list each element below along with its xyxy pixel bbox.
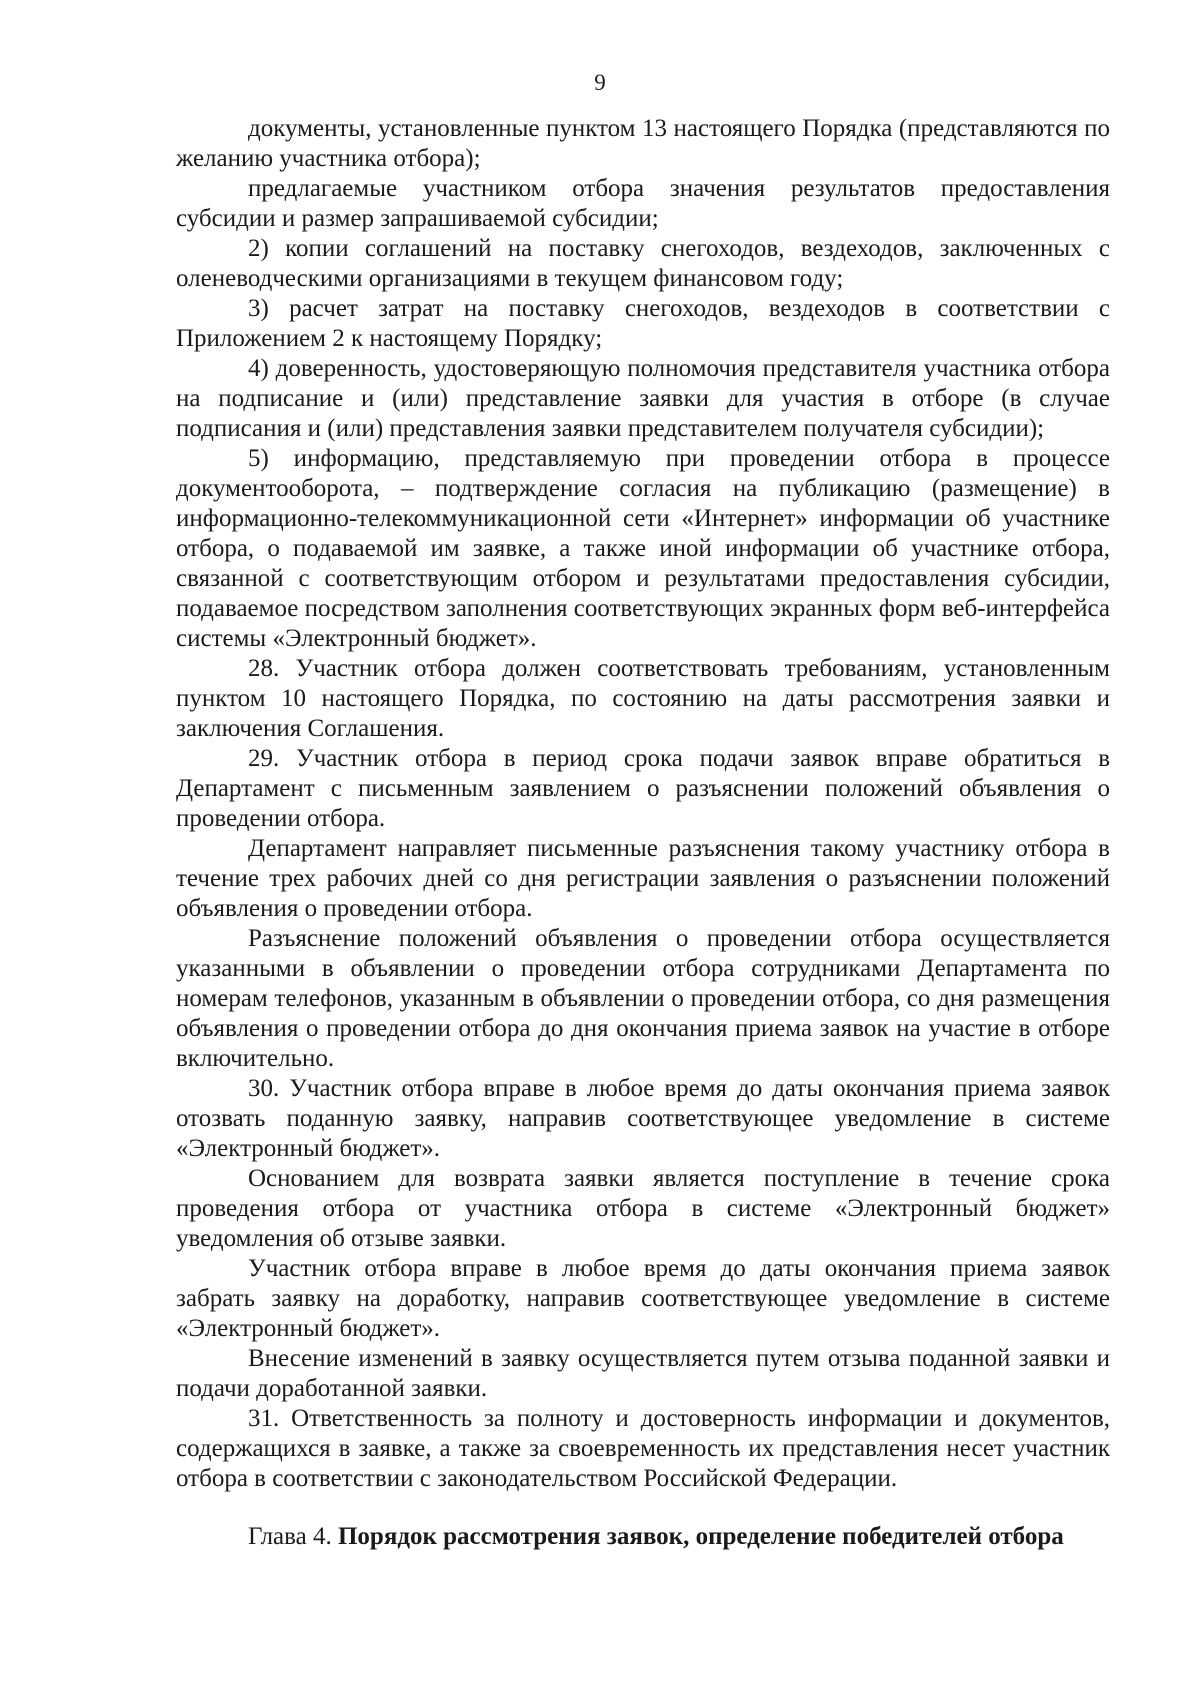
chapter-heading: [176, 1522, 1110, 1552]
chapter-title: Порядок рассмотрения заявок, определение победителей отбора: [337, 1523, 1064, 1550]
paragraph-item-4-power-of-attorney: 4) доверенность, удостоверяющую полномочия представителя участника отбора на подписание и (или) представление заявки для участия в отборе (в случае подписания и (или) представления заявки представителем получателя субсидии);: [176, 355, 1110, 442]
paragraph-clause-28: 28. Участник отбора должен соответствовать требованиям, установленным пунктом 10 настоящего Порядка, по состоянию на даты рассмотрения заявки и заключения Соглашения.: [176, 655, 1110, 742]
paragraph-return-basis: Основанием для возврата заявки является поступление в течение срока проведения отбора от участника отбора в системе «Электронный бюджет» уведомления об отзыве заявки.: [176, 1165, 1110, 1252]
page-number: 9: [594, 70, 606, 95]
paragraph-item-5-information: 5) информацию, представляемую при проведении отбора в процессе документооборота, – подтверждение согласия на публикацию (размещение) в информационно-телекоммуникационной сети «Интернет» информации об участнике отбора, о подаваемой им заявке, а также иной информации об участнике отбора, связанной с соответствующим отбором и результатами предоставления субсидии, подаваемое посредством заполнения соответствующих экранных форм веб-интерфейса системы «Электронный бюджет».: [176, 445, 1110, 652]
paragraph-clause-30: 30. Участник отбора вправе в любое время до даты окончания приема заявок отозвать поданную заявку, направив соответствующее уведомление в системе «Электронный бюджет».: [176, 1075, 1110, 1162]
paragraph-department-clarifications: Департамент направляет письменные разъяснения такому участнику отбора в течение трех рабочих дней со дня регистрации заявления о разъяснении положений объявления о проведении отбора.: [176, 835, 1110, 922]
paragraph-rework: Участник отбора вправе в любое время до даты окончания приема заявок забрать заявку на доработку, направив соответствующее уведомление в системе «Электронный бюджет».: [176, 1255, 1110, 1342]
paragraph-clause-29: 29. Участник отбора в период срока подачи заявок вправе обратиться в Департамент с письменным заявлением о разъяснении положений объявления о проведении отбора.: [176, 745, 1110, 832]
paragraph-changes: Внесение изменений в заявку осуществляется путем отзыва поданной заявки и подачи доработанной заявки.: [176, 1345, 1110, 1402]
paragraph-documents-item-13: документы, установленные пунктом 13 настоящего Порядка (представляются по желанию участника отбора);: [176, 115, 1110, 172]
document-body: [176, 114, 1110, 1494]
paragraph-clarification-procedure: Разъяснение положений объявления о проведении отбора осуществляется указанными в объявлении о проведении отбора сотрудниками Департамента по номерам телефонов, указанным в объявлении о проведении отбора, со дня размещения объявления о проведении отбора до дня окончания приема заявок на участие в отборе включительно.: [176, 925, 1110, 1072]
paragraph-clause-31: 31. Ответственность за полноту и достоверность информации и документов, содержащихся в заявке, а также за своевременность их представления несет участник отбора в соответствии с законодательством Российской Федерации.: [176, 1405, 1110, 1492]
paragraph-item-2-agreements: 2) копии соглашений на поставку снегоходов, вездеходов, заключенных с оленеводческими организациями в текущем финансовом году;: [176, 235, 1110, 292]
chapter-prefix: Глава 4.: [248, 1523, 332, 1550]
paragraph-proposed-results: предлагаемые участником отбора значения результатов предоставления субсидии и размер запрашиваемой субсидии;: [176, 175, 1110, 232]
paragraph-item-3-cost-calculation: 3) расчет затрат на поставку снегоходов, вездеходов в соответствии с Приложением 2 к настоящему Порядку;: [176, 295, 1110, 352]
